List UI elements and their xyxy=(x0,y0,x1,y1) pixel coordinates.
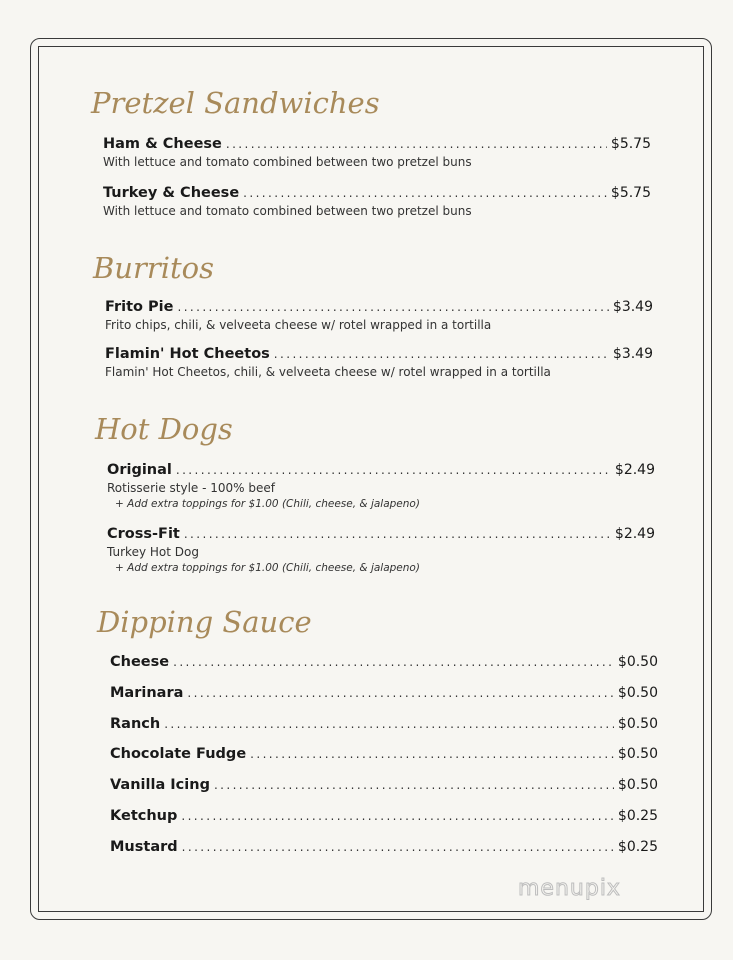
item-description: Turkey Hot Dog xyxy=(107,545,199,559)
item-name: Vanilla Icing xyxy=(110,777,210,793)
item-price: $0.50 xyxy=(617,716,658,732)
item-price: $3.49 xyxy=(612,346,653,362)
menu-item-ranch xyxy=(110,716,658,732)
item-price: $0.25 xyxy=(617,808,658,824)
item-price: $2.49 xyxy=(614,526,655,542)
dot-leader xyxy=(181,809,614,823)
item-price: $5.75 xyxy=(610,136,651,152)
dot-leader xyxy=(182,840,614,854)
item-name: Ham & Cheese xyxy=(103,136,222,152)
item-name: Frito Pie xyxy=(105,299,174,315)
item-name: Turkey & Cheese xyxy=(103,185,240,201)
menu-item-cross-fit xyxy=(107,526,655,574)
item-name: Flamin' Hot Cheetos xyxy=(105,346,270,362)
item-price: $0.50 xyxy=(617,685,658,701)
dot-leader xyxy=(250,747,614,761)
item-price: $3.49 xyxy=(612,299,653,315)
item-description: Flamin' Hot Cheetos, chili, & velveeta cheese w/ rotel wrapped in a tortilla xyxy=(105,365,551,379)
menu-item-marinara xyxy=(110,685,658,701)
menu-item-ketchup xyxy=(110,808,658,824)
dot-leader xyxy=(164,717,614,731)
item-name: Chocolate Fudge xyxy=(110,746,247,762)
menu-item-chocolate-fudge xyxy=(110,746,658,762)
dot-leader xyxy=(274,347,609,361)
section-title-hot-dogs: Hot Dogs xyxy=(95,412,233,446)
section-title-dipping-sauce: Dipping Sauce xyxy=(97,605,312,639)
item-price: $5.75 xyxy=(610,185,651,201)
dot-leader xyxy=(214,778,614,792)
dot-leader xyxy=(226,137,607,151)
item-name: Cross-Fit xyxy=(107,526,180,542)
item-name: Ranch xyxy=(110,716,161,732)
item-description: With lettuce and tomato combined between two pretzel buns xyxy=(103,204,472,218)
item-price: $0.50 xyxy=(617,746,658,762)
item-name: Marinara xyxy=(110,685,184,701)
item-price: $0.50 xyxy=(617,654,658,670)
item-extra-toppings: + Add extra toppings for $1.00 (Chili, cheese, & jalapeno) xyxy=(115,498,420,510)
item-description: Rotisserie style - 100% beef xyxy=(107,481,275,495)
menu-item-turkey-cheese xyxy=(103,185,651,218)
item-price: $2.49 xyxy=(614,462,655,478)
item-price: $0.25 xyxy=(617,839,658,855)
section-title-pretzel-sandwiches: Pretzel Sandwiches xyxy=(91,86,380,120)
item-price: $0.50 xyxy=(617,777,658,793)
dot-leader xyxy=(187,686,614,700)
item-name: Ketchup xyxy=(110,808,178,824)
menu-item-original xyxy=(107,462,655,510)
dot-leader xyxy=(243,186,607,200)
dot-leader xyxy=(184,527,611,541)
menu-item-ham-cheese xyxy=(103,136,651,169)
item-description: Frito chips, chili, & velveeta cheese w/ rotel wrapped in a tortilla xyxy=(105,318,492,332)
dot-leader xyxy=(177,300,608,314)
item-name: Original xyxy=(107,462,172,478)
watermark-logo: menupix xyxy=(518,876,621,901)
item-name: Mustard xyxy=(110,839,178,855)
item-description: With lettuce and tomato combined between two pretzel buns xyxy=(103,155,472,169)
item-extra-toppings: + Add extra toppings for $1.00 (Chili, cheese, & jalapeno) xyxy=(115,562,420,574)
section-title-burritos: Burritos xyxy=(93,251,214,285)
dot-leader xyxy=(176,463,611,477)
item-name: Cheese xyxy=(110,654,170,670)
menu-item-cheese xyxy=(110,654,658,670)
dot-leader xyxy=(173,655,614,669)
menu-item-mustard xyxy=(110,839,658,855)
menu-item-frito-pie xyxy=(105,299,653,332)
menu-item-flamin-hot-cheetos xyxy=(105,346,653,379)
menu-item-vanilla-icing xyxy=(110,777,658,793)
